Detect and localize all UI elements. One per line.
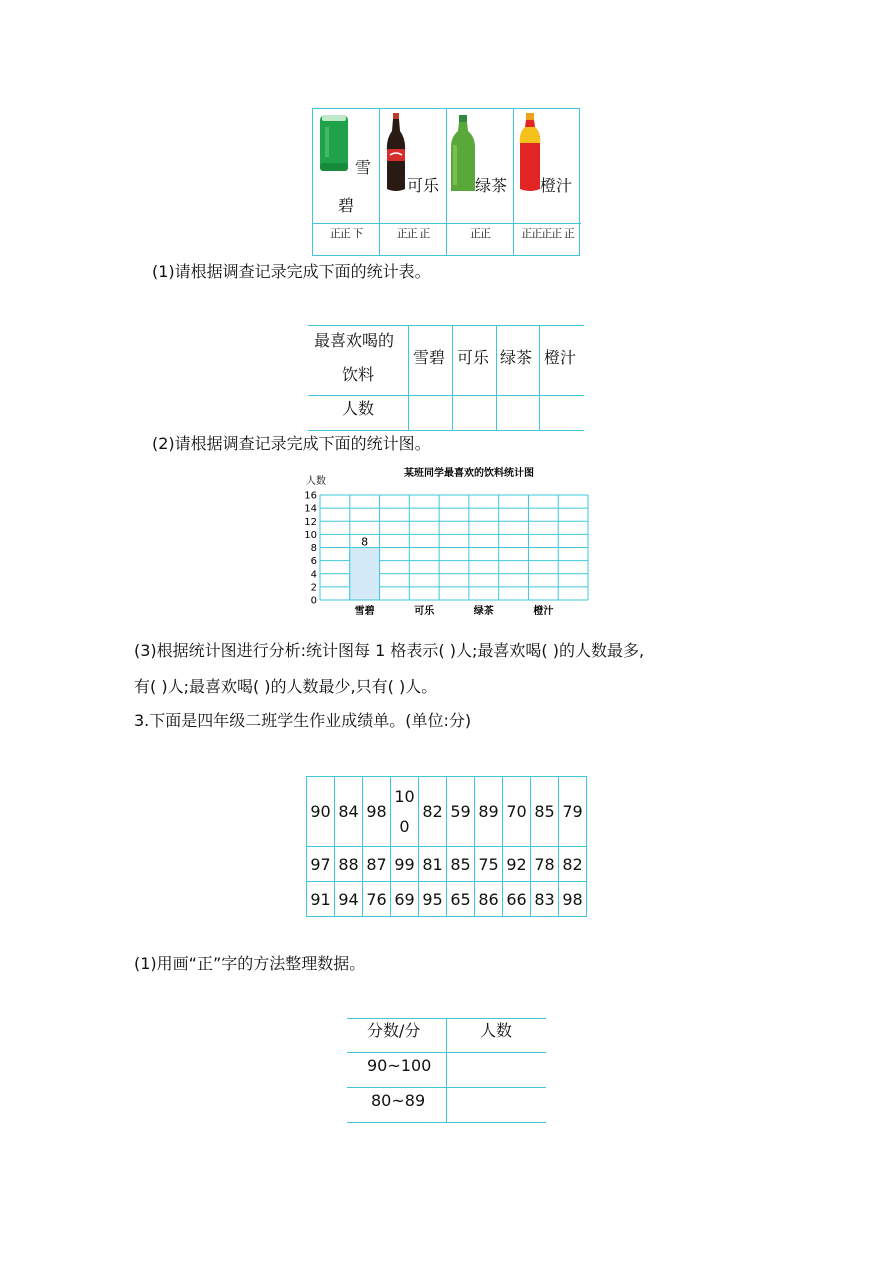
- stats-table: [308, 325, 584, 431]
- score-cell: 81: [419, 847, 447, 882]
- score-100-line1: 10: [394, 786, 415, 806]
- score-cell: 88: [335, 847, 363, 882]
- chart-title: 某班同学最喜欢的饮料统计图: [404, 468, 534, 479]
- survey-col-green-tea: [447, 109, 514, 255]
- score-cell: 87: [363, 847, 391, 882]
- stats-header-line1: 最喜欢喝的: [314, 331, 395, 350]
- orange-juice-bottle-icon: [518, 113, 542, 193]
- drink-name-sprite-line2: 碧: [338, 196, 355, 215]
- score-cell: 59: [447, 777, 475, 847]
- green-can-icon: [319, 113, 349, 173]
- drink-name-green-tea: 绿茶: [475, 176, 508, 195]
- stats-col-green-tea: 绿茶: [500, 348, 533, 367]
- tally-table: [347, 1018, 546, 1124]
- score-cell: 99: [391, 847, 419, 882]
- chart-bar: [350, 548, 380, 601]
- tally-row-90-100: 90~100: [367, 1056, 432, 1075]
- score-cell: 91: [307, 882, 335, 917]
- stats-col-orange-juice: 橙汁: [544, 348, 577, 367]
- score-cell: 82: [559, 847, 587, 882]
- score-cell: 92: [503, 847, 531, 882]
- score-cell: 86: [475, 882, 503, 917]
- tally-cola: 正正 正: [396, 227, 430, 240]
- chart-ytick-label: 6: [310, 556, 317, 568]
- chart-ytick-label: 8: [310, 543, 317, 554]
- score-cell: 66: [503, 882, 531, 917]
- chart-ytick-label: 10: [304, 529, 317, 541]
- score-cell: 89: [475, 777, 503, 847]
- score-cell: 97: [307, 847, 335, 882]
- cola-bottle-icon: [384, 113, 408, 193]
- drink-bar-chart: [300, 460, 596, 620]
- chart-xtick-label: 绿茶: [473, 606, 494, 617]
- chart-ytick-label: 2: [310, 582, 317, 594]
- chart-ytick-label: 4: [310, 569, 317, 581]
- score-cell: 84: [335, 777, 363, 847]
- score-100-line2: 0: [399, 816, 410, 836]
- q3-line2: 有( )人;最喜欢喝( )的人数最少,只有( )人。: [134, 677, 438, 696]
- score-cell: 79: [559, 777, 587, 847]
- score-cell: 98: [363, 777, 391, 847]
- stats-row-label: 人数: [342, 399, 375, 418]
- drink-name-sprite-line1: 雪: [355, 158, 372, 177]
- tally-header-count: 人数: [480, 1021, 513, 1040]
- tally-sprite: 正正 下: [329, 227, 363, 240]
- survey-col-cola: [380, 109, 447, 255]
- score-cell: 94: [335, 882, 363, 917]
- survey-col-sprite: [313, 109, 380, 255]
- survey-col-orange-juice: [514, 109, 581, 255]
- chart-ytick-label: 14: [304, 503, 317, 515]
- q3-line1: (3)根据统计图进行分析:统计图每 1 格表示( )人;最喜欢喝( )的人数最多,: [134, 641, 645, 660]
- chart-xtick-label: 雪碧: [354, 606, 375, 617]
- green-tea-bottle-icon: [450, 115, 476, 193]
- chart-ytick-label: 12: [304, 516, 317, 528]
- score-cell: 69: [391, 882, 419, 917]
- stats-header-line2: 饮料: [342, 365, 375, 384]
- chart-ytick-label: 0: [310, 595, 317, 607]
- s3q1-prompt: (1)用画“正”字的方法整理数据。: [134, 954, 366, 973]
- score-cell: 76: [363, 882, 391, 917]
- survey-record-table: [312, 108, 580, 256]
- q1-prompt: (1)请根据调查记录完成下面的统计表。: [152, 262, 431, 281]
- chart-ylabel: 人数: [306, 476, 326, 487]
- scores-table: [306, 776, 587, 917]
- score-cell: 83: [531, 882, 559, 917]
- tally-orange-juice: 正正正正 正: [521, 227, 574, 240]
- chart-data-label: 8: [361, 535, 369, 549]
- q2-prompt: (2)请根据调查记录完成下面的统计图。: [152, 434, 431, 453]
- table-row: [307, 882, 587, 917]
- chart-xtick-label: 可乐: [414, 606, 435, 617]
- stats-col-sprite: 雪碧: [413, 348, 446, 367]
- tally-green-tea: 正正: [470, 227, 490, 240]
- score-cell: 85: [447, 847, 475, 882]
- drink-name-cola: 可乐: [407, 176, 440, 195]
- tally-row-80-89: 80~89: [371, 1091, 426, 1110]
- chart-ytick-label: 16: [304, 490, 317, 502]
- score-cell: 65: [447, 882, 475, 917]
- score-cell: 78: [531, 847, 559, 882]
- score-cell: 70: [503, 777, 531, 847]
- score-cell-100: [391, 777, 419, 847]
- score-cell: 95: [419, 882, 447, 917]
- tally-header-score: 分数/分: [367, 1021, 421, 1040]
- score-cell: 82: [419, 777, 447, 847]
- score-cell: 90: [307, 777, 335, 847]
- table-row: [307, 847, 587, 882]
- score-cell: 98: [559, 882, 587, 917]
- chart-xtick-label: 橙汁: [533, 606, 554, 617]
- score-cell: 85: [531, 777, 559, 847]
- stats-col-cola: 可乐: [457, 348, 490, 367]
- score-cell: 75: [475, 847, 503, 882]
- table-row: [307, 777, 587, 847]
- section3-title: 3.下面是四年级二班学生作业成绩单。(单位:分): [134, 711, 472, 730]
- drink-name-orange-juice: 橙汁: [540, 176, 573, 195]
